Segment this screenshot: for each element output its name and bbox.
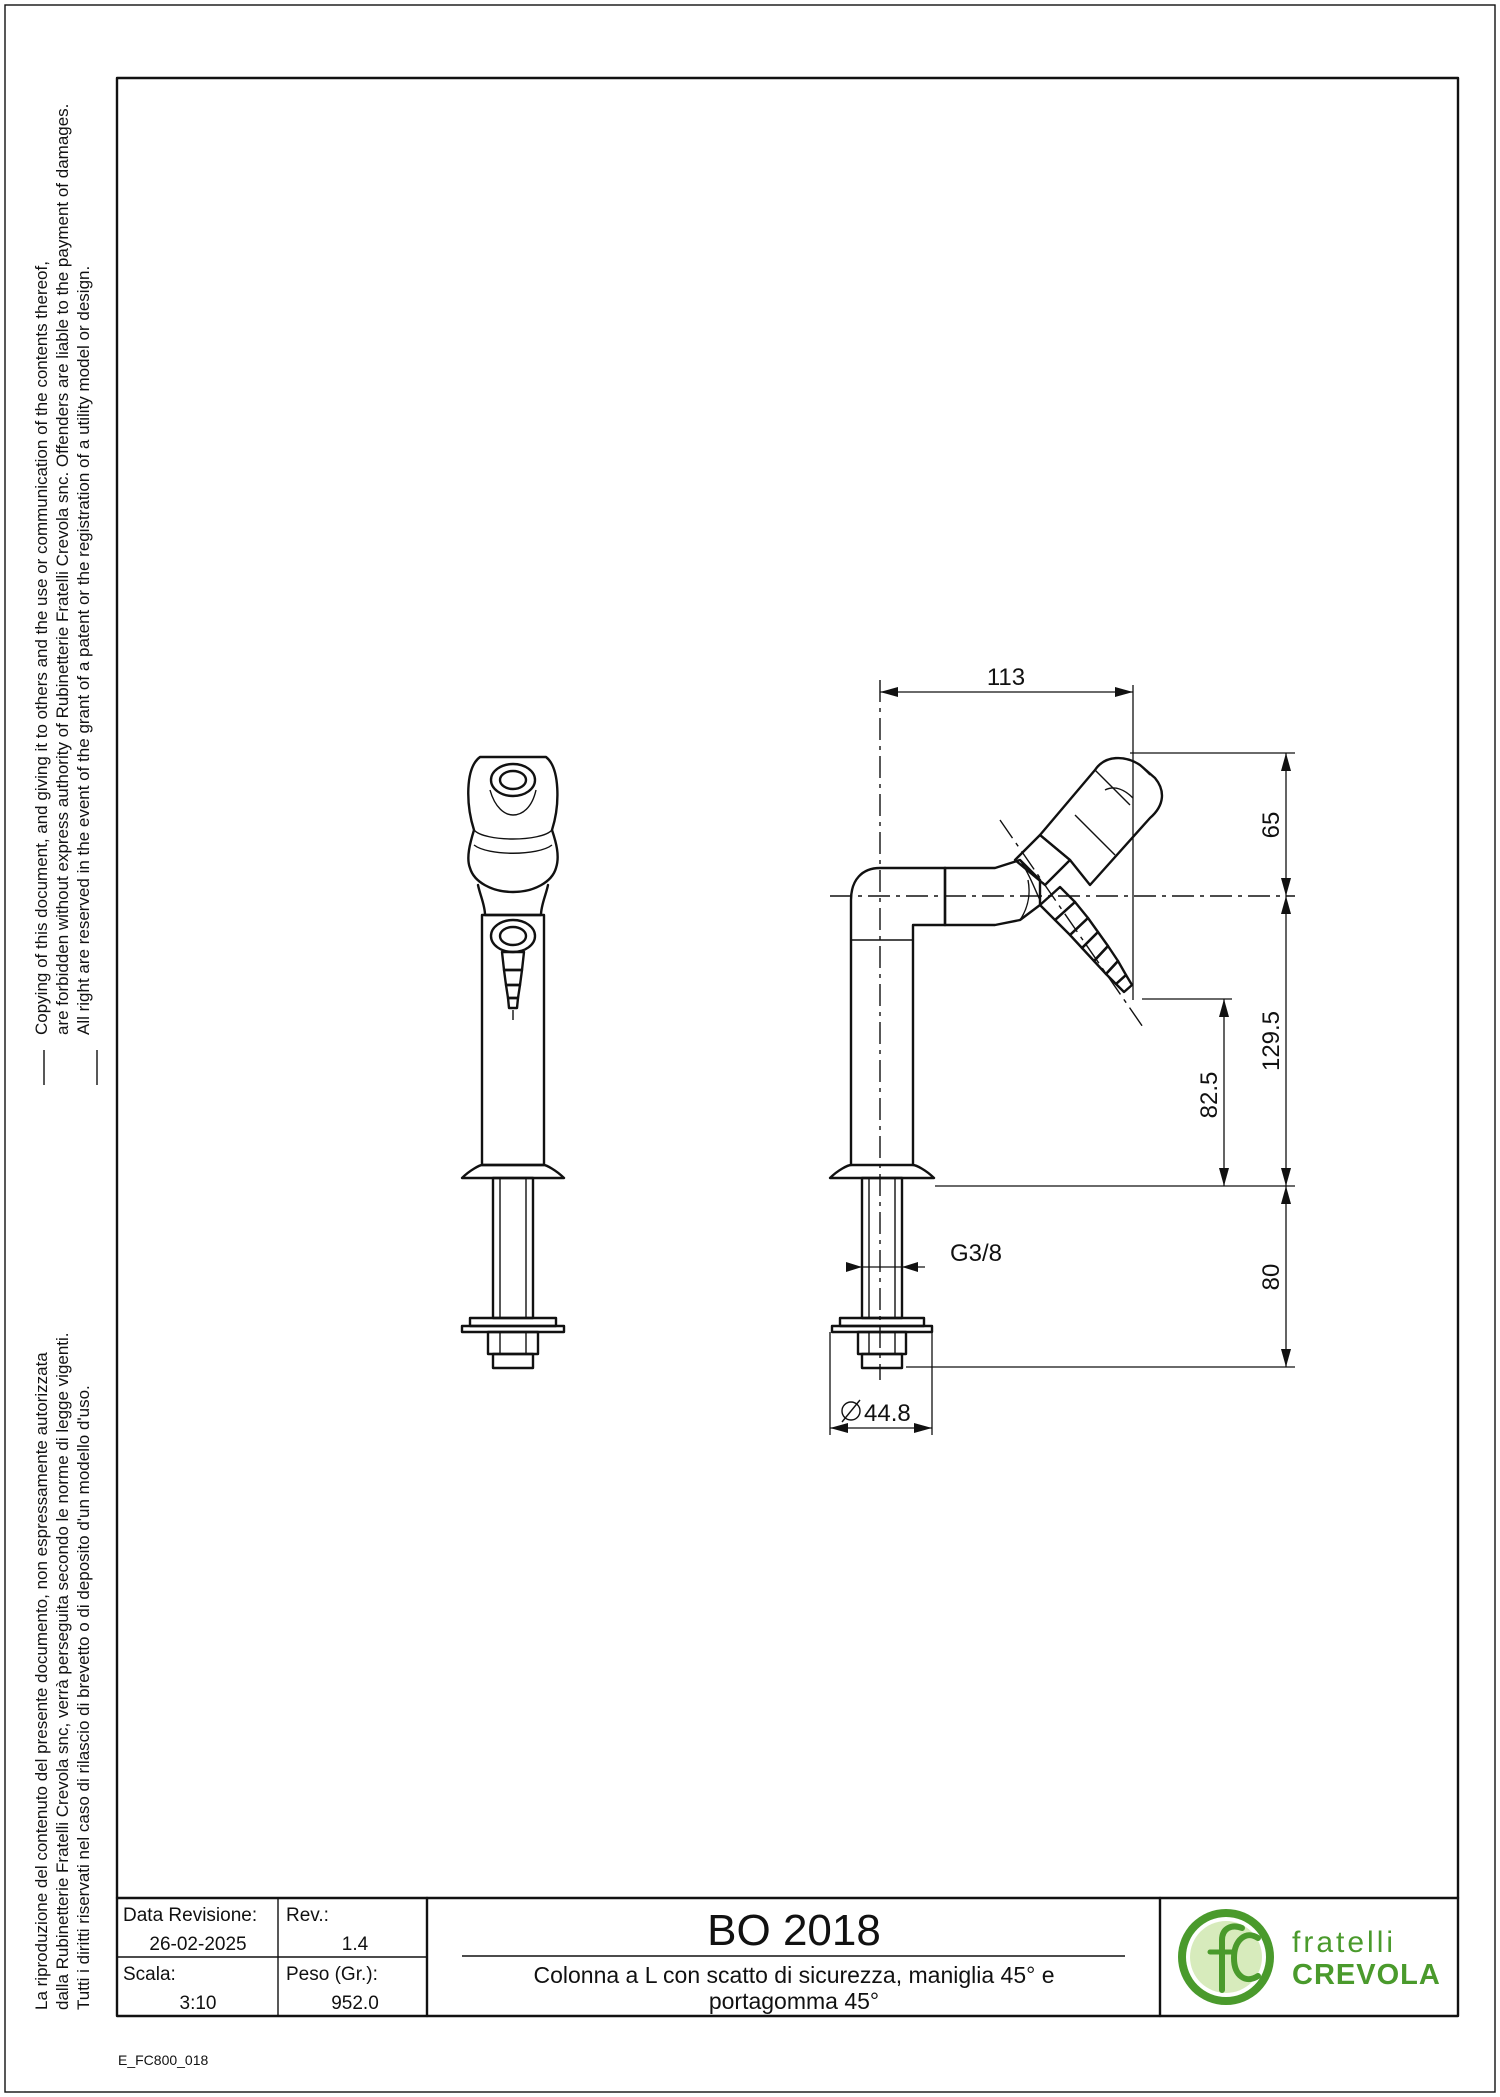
- rev-value: 1.4: [341, 1934, 369, 1955]
- legal-notice-english: [32, 104, 93, 1035]
- logo-word-fratelli: fratelli: [1292, 1926, 1397, 1959]
- dim-handle-height: 65: [1258, 811, 1285, 839]
- product-code: BO 2018: [707, 1906, 881, 1955]
- dim-shank-length: 80: [1258, 1263, 1285, 1291]
- scale-label: Scala:: [123, 1964, 176, 1985]
- weight-value: 952.0: [331, 1993, 379, 2014]
- front-view: [462, 757, 564, 1368]
- dim-width-top: 113: [986, 664, 1026, 691]
- legal-notice-italian: [32, 1332, 93, 2010]
- side-view: [830, 680, 1295, 1380]
- revision-date-value: 26-02-2025: [149, 1934, 247, 1955]
- revision-date-label: Data Revisione:: [123, 1905, 258, 1926]
- dim-hose-height: 82.5: [1196, 1071, 1223, 1119]
- scale-value: 3:10: [179, 1993, 217, 2014]
- legal-notice-en-line-3: All right are reserved in the event of the grant of a patent or the registration of a utility model or design.: [74, 265, 93, 1035]
- dim-total-height: 129.5: [1258, 1010, 1285, 1072]
- product-description-line-1: Colonna a L con scatto di sicurezza, maniglia 45° e: [533, 1962, 1055, 1988]
- dim-thread: G3/8: [950, 1240, 1003, 1267]
- inner-frame: [117, 78, 1458, 2016]
- legal-notice-it-line-1: La riproduzione del contenuto del presente documento, non espressamente autorizzata: [32, 1352, 51, 2010]
- logo-word-crevola: CREVOLA: [1292, 1959, 1441, 1991]
- legal-notice-en-line-1: Copying of this document, and giving it to others and the use or communication of the contents thereof,: [32, 261, 51, 1035]
- company-logo: [1178, 1909, 1274, 2005]
- legal-notice-it-line-3: Tutti i diritti riservati nel caso di rilascio di brevetto o di deposito d'un modello d'uso.: [74, 1385, 93, 2010]
- dimension-lines: [830, 685, 1295, 1435]
- weight-label: Peso (Gr.):: [286, 1964, 378, 1985]
- product-description-line-2: portagomma 45°: [708, 1988, 880, 2014]
- legal-notice-it-line-2: dalla Rubinetterie Fratelli Crevola snc, verrà perseguita secondo le norme di legge vigenti.: [53, 1332, 72, 2010]
- dim-base-diameter: 44.8: [864, 1400, 911, 1427]
- legal-notice-en-line-2: are forbidden without express authority of Rubinetterie Fratelli Crevola snc. Offenders are liable to the payment of damages.: [53, 103, 72, 1035]
- file-code: E_FC800_018: [118, 2052, 209, 2068]
- rev-label: Rev.:: [286, 1905, 329, 1926]
